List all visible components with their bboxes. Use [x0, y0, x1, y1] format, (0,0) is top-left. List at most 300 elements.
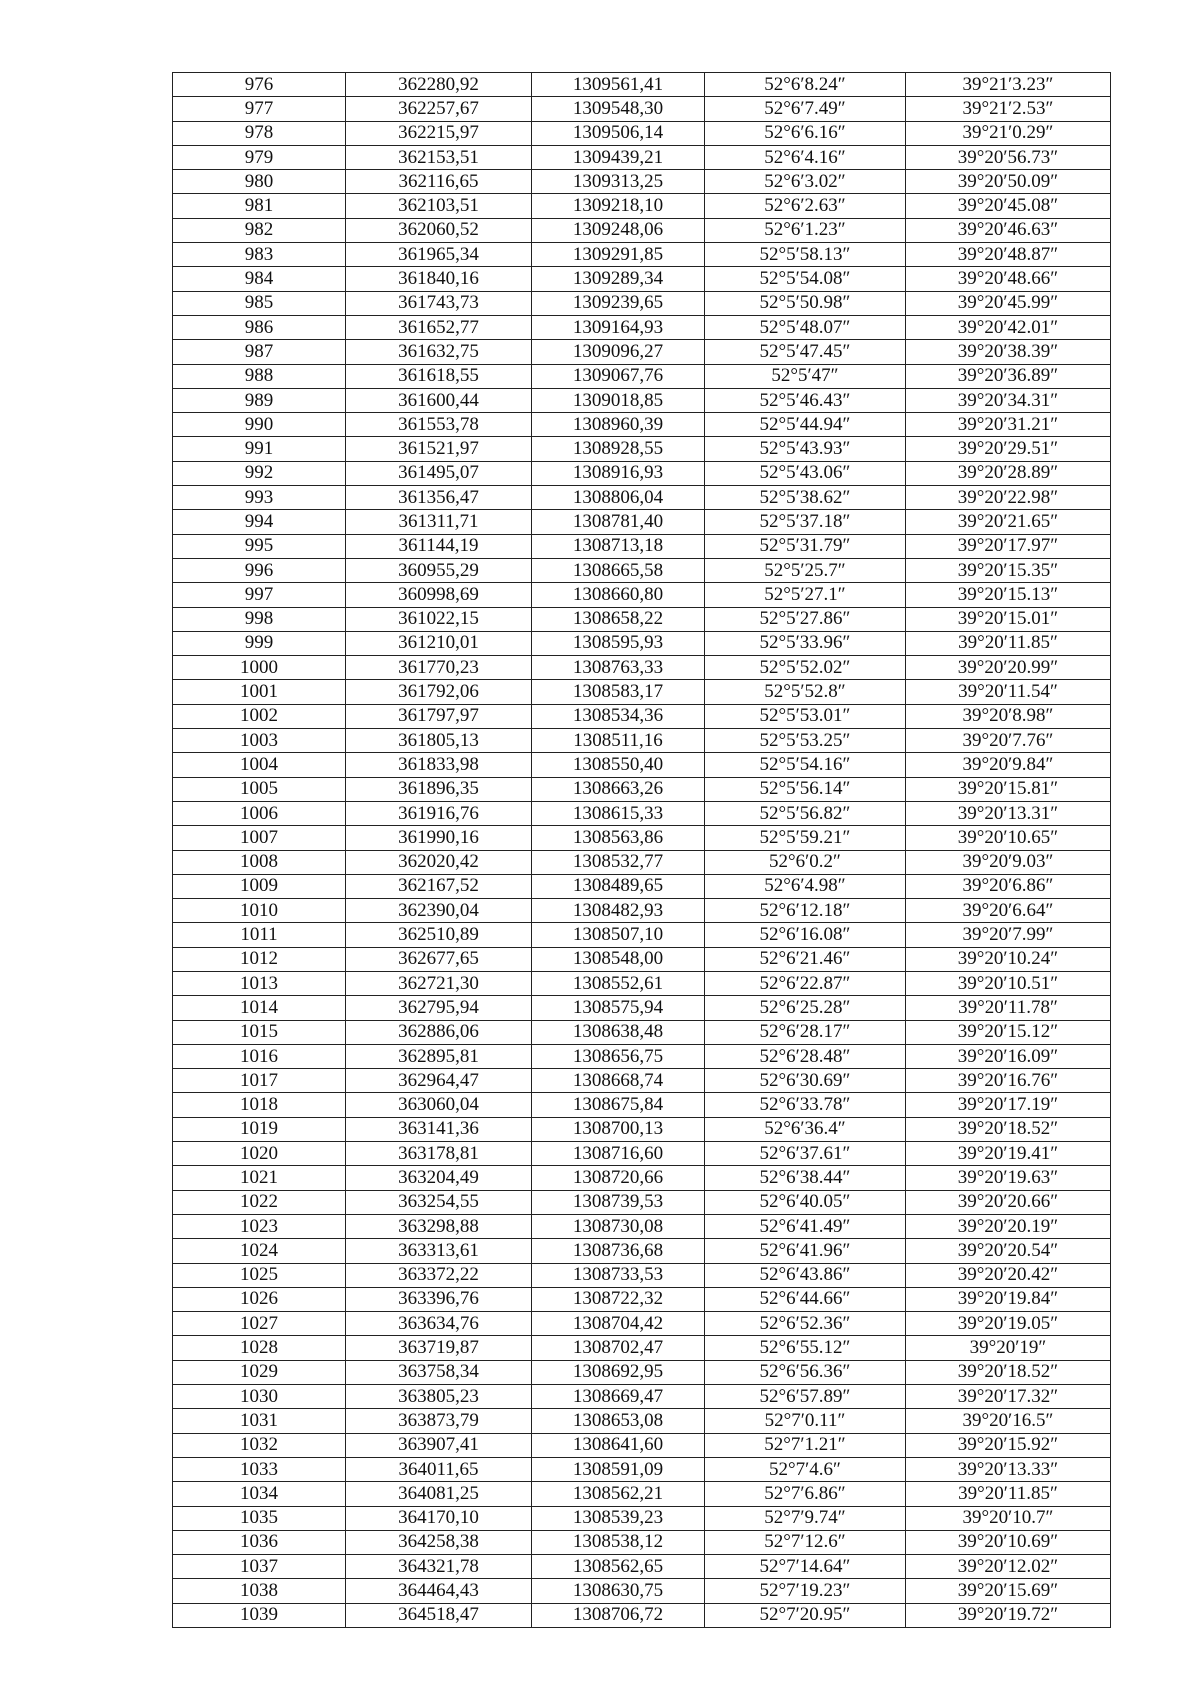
longitude-cell: 39°20′15.35″	[906, 558, 1111, 582]
table-row	[173, 267, 1111, 291]
table-row	[173, 1263, 1111, 1287]
latitude-cell: 52°5′50.98″	[705, 291, 906, 315]
table-row	[173, 753, 1111, 777]
point-number-cell: 1021	[173, 1166, 346, 1190]
table-row	[173, 680, 1111, 704]
point-number-cell: 1039	[173, 1603, 346, 1627]
x-coordinate-cell: 363298,88	[346, 1214, 532, 1238]
latitude-cell: 52°5′56.82″	[705, 801, 906, 825]
y-coordinate-cell: 1308700,13	[532, 1117, 705, 1141]
x-coordinate-cell: 362257,67	[346, 97, 532, 121]
table-row	[173, 558, 1111, 582]
latitude-cell: 52°5′27.1″	[705, 583, 906, 607]
table-row	[173, 1360, 1111, 1384]
longitude-cell: 39°20′19″	[906, 1336, 1111, 1360]
longitude-cell: 39°20′6.86″	[906, 874, 1111, 898]
latitude-cell: 52°5′53.25″	[705, 729, 906, 753]
y-coordinate-cell: 1309218,10	[532, 194, 705, 218]
longitude-cell: 39°20′16.76″	[906, 1069, 1111, 1093]
table-row	[173, 1555, 1111, 1579]
y-coordinate-cell: 1308511,16	[532, 729, 705, 753]
y-coordinate-cell: 1308507,10	[532, 923, 705, 947]
x-coordinate-cell: 362020,42	[346, 850, 532, 874]
x-coordinate-cell: 363141,36	[346, 1117, 532, 1141]
point-number-cell: 1008	[173, 850, 346, 874]
x-coordinate-cell: 364011,65	[346, 1457, 532, 1481]
longitude-cell: 39°20′18.52″	[906, 1360, 1111, 1384]
latitude-cell: 52°6′41.96″	[705, 1239, 906, 1263]
y-coordinate-cell: 1309548,30	[532, 97, 705, 121]
point-number-cell: 981	[173, 194, 346, 218]
point-number-cell: 1013	[173, 971, 346, 995]
point-number-cell: 991	[173, 437, 346, 461]
longitude-cell: 39°20′10.65″	[906, 826, 1111, 850]
y-coordinate-cell: 1308928,55	[532, 437, 705, 461]
x-coordinate-cell: 363719,87	[346, 1336, 532, 1360]
table-row	[173, 1579, 1111, 1603]
longitude-cell: 39°20′28.89″	[906, 461, 1111, 485]
x-coordinate-cell: 361840,16	[346, 267, 532, 291]
y-coordinate-cell: 1308538,12	[532, 1530, 705, 1554]
latitude-cell: 52°7′14.64″	[705, 1555, 906, 1579]
point-number-cell: 1012	[173, 947, 346, 971]
longitude-cell: 39°20′7.99″	[906, 923, 1111, 947]
latitude-cell: 52°6′55.12″	[705, 1336, 906, 1360]
x-coordinate-cell: 362280,92	[346, 73, 532, 97]
x-coordinate-cell: 362886,06	[346, 1020, 532, 1044]
latitude-cell: 52°6′33.78″	[705, 1093, 906, 1117]
y-coordinate-cell: 1309248,06	[532, 218, 705, 242]
latitude-cell: 52°5′47.45″	[705, 340, 906, 364]
latitude-cell: 52°6′21.46″	[705, 947, 906, 971]
y-coordinate-cell: 1308716,60	[532, 1142, 705, 1166]
point-number-cell: 1024	[173, 1239, 346, 1263]
point-number-cell: 1036	[173, 1530, 346, 1554]
x-coordinate-cell: 361770,23	[346, 656, 532, 680]
x-coordinate-cell: 361965,34	[346, 243, 532, 267]
table-row	[173, 1482, 1111, 1506]
latitude-cell: 52°6′7.49″	[705, 97, 906, 121]
table-row	[173, 1409, 1111, 1433]
point-number-cell: 984	[173, 267, 346, 291]
x-coordinate-cell: 362103,51	[346, 194, 532, 218]
x-coordinate-cell: 361797,97	[346, 704, 532, 728]
longitude-cell: 39°20′20.66″	[906, 1190, 1111, 1214]
y-coordinate-cell: 1308713,18	[532, 534, 705, 558]
x-coordinate-cell: 361495,07	[346, 461, 532, 485]
y-coordinate-cell: 1308763,33	[532, 656, 705, 680]
y-coordinate-cell: 1308615,33	[532, 801, 705, 825]
latitude-cell: 52°5′48.07″	[705, 315, 906, 339]
table-row	[173, 1312, 1111, 1336]
longitude-cell: 39°20′19.72″	[906, 1603, 1111, 1627]
latitude-cell: 52°7′6.86″	[705, 1482, 906, 1506]
table-row	[173, 413, 1111, 437]
y-coordinate-cell: 1308916,93	[532, 461, 705, 485]
point-number-cell: 1025	[173, 1263, 346, 1287]
y-coordinate-cell: 1308730,08	[532, 1214, 705, 1238]
latitude-cell: 52°6′41.49″	[705, 1214, 906, 1238]
latitude-cell: 52°6′52.36″	[705, 1312, 906, 1336]
y-coordinate-cell: 1308665,58	[532, 558, 705, 582]
table-row	[173, 1239, 1111, 1263]
latitude-cell: 52°5′54.16″	[705, 753, 906, 777]
point-number-cell: 1015	[173, 1020, 346, 1044]
table-row	[173, 1287, 1111, 1311]
point-number-cell: 1016	[173, 1044, 346, 1068]
x-coordinate-cell: 363907,41	[346, 1433, 532, 1457]
table-row	[173, 1020, 1111, 1044]
latitude-cell: 52°5′44.94″	[705, 413, 906, 437]
x-coordinate-cell: 362795,94	[346, 996, 532, 1020]
table-row	[173, 899, 1111, 923]
x-coordinate-cell: 362677,65	[346, 947, 532, 971]
longitude-cell: 39°20′20.99″	[906, 656, 1111, 680]
y-coordinate-cell: 1309289,34	[532, 267, 705, 291]
x-coordinate-cell: 363204,49	[346, 1166, 532, 1190]
latitude-cell: 52°7′20.95″	[705, 1603, 906, 1627]
table-row	[173, 850, 1111, 874]
y-coordinate-cell: 1308489,65	[532, 874, 705, 898]
y-coordinate-cell: 1308575,94	[532, 996, 705, 1020]
latitude-cell: 52°6′12.18″	[705, 899, 906, 923]
x-coordinate-cell: 360955,29	[346, 558, 532, 582]
longitude-cell: 39°20′15.01″	[906, 607, 1111, 631]
longitude-cell: 39°20′48.87″	[906, 243, 1111, 267]
point-number-cell: 988	[173, 364, 346, 388]
longitude-cell: 39°20′29.51″	[906, 437, 1111, 461]
point-number-cell: 1014	[173, 996, 346, 1020]
latitude-cell: 52°6′4.16″	[705, 145, 906, 169]
x-coordinate-cell: 361833,98	[346, 753, 532, 777]
longitude-cell: 39°20′19.41″	[906, 1142, 1111, 1166]
x-coordinate-cell: 361632,75	[346, 340, 532, 364]
y-coordinate-cell: 1309067,76	[532, 364, 705, 388]
table-row	[173, 1117, 1111, 1141]
y-coordinate-cell: 1308482,93	[532, 899, 705, 923]
latitude-cell: 52°6′44.66″	[705, 1287, 906, 1311]
longitude-cell: 39°20′36.89″	[906, 364, 1111, 388]
table-row	[173, 218, 1111, 242]
point-number-cell: 1030	[173, 1385, 346, 1409]
table-row	[173, 1166, 1111, 1190]
y-coordinate-cell: 1308960,39	[532, 413, 705, 437]
point-number-cell: 1028	[173, 1336, 346, 1360]
point-number-cell: 1038	[173, 1579, 346, 1603]
point-number-cell: 1019	[173, 1117, 346, 1141]
longitude-cell: 39°20′31.21″	[906, 413, 1111, 437]
x-coordinate-cell: 361210,01	[346, 631, 532, 655]
longitude-cell: 39°20′10.69″	[906, 1530, 1111, 1554]
y-coordinate-cell: 1308669,47	[532, 1385, 705, 1409]
latitude-cell: 52°6′28.17″	[705, 1020, 906, 1044]
latitude-cell: 52°6′22.87″	[705, 971, 906, 995]
point-number-cell: 1022	[173, 1190, 346, 1214]
table-row	[173, 340, 1111, 364]
x-coordinate-cell: 364258,38	[346, 1530, 532, 1554]
latitude-cell: 52°6′3.02″	[705, 170, 906, 194]
longitude-cell: 39°20′11.85″	[906, 631, 1111, 655]
point-number-cell: 1010	[173, 899, 346, 923]
y-coordinate-cell: 1308658,22	[532, 607, 705, 631]
x-coordinate-cell: 361896,35	[346, 777, 532, 801]
longitude-cell: 39°20′48.66″	[906, 267, 1111, 291]
x-coordinate-cell: 363634,76	[346, 1312, 532, 1336]
point-number-cell: 1026	[173, 1287, 346, 1311]
table-row	[173, 437, 1111, 461]
x-coordinate-cell: 361521,97	[346, 437, 532, 461]
latitude-cell: 52°5′33.96″	[705, 631, 906, 655]
x-coordinate-cell: 364170,10	[346, 1506, 532, 1530]
y-coordinate-cell: 1308539,23	[532, 1506, 705, 1530]
latitude-cell: 52°6′56.36″	[705, 1360, 906, 1384]
latitude-cell: 52°5′27.86″	[705, 607, 906, 631]
x-coordinate-cell: 361990,16	[346, 826, 532, 850]
longitude-cell: 39°20′15.69″	[906, 1579, 1111, 1603]
table-row	[173, 121, 1111, 145]
x-coordinate-cell: 361805,13	[346, 729, 532, 753]
latitude-cell: 52°5′25.7″	[705, 558, 906, 582]
x-coordinate-cell: 361916,76	[346, 801, 532, 825]
latitude-cell: 52°6′8.24″	[705, 73, 906, 97]
point-number-cell: 979	[173, 145, 346, 169]
longitude-cell: 39°20′13.33″	[906, 1457, 1111, 1481]
latitude-cell: 52°7′4.6″	[705, 1457, 906, 1481]
y-coordinate-cell: 1308739,53	[532, 1190, 705, 1214]
longitude-cell: 39°20′10.24″	[906, 947, 1111, 971]
latitude-cell: 52°6′6.16″	[705, 121, 906, 145]
y-coordinate-cell: 1308736,68	[532, 1239, 705, 1263]
table-row	[173, 656, 1111, 680]
y-coordinate-cell: 1308641,60	[532, 1433, 705, 1457]
longitude-cell: 39°20′21.65″	[906, 510, 1111, 534]
latitude-cell: 52°6′38.44″	[705, 1166, 906, 1190]
x-coordinate-cell: 362153,51	[346, 145, 532, 169]
point-number-cell: 983	[173, 243, 346, 267]
point-number-cell: 1000	[173, 656, 346, 680]
x-coordinate-cell: 363873,79	[346, 1409, 532, 1433]
longitude-cell: 39°20′10.7″	[906, 1506, 1111, 1530]
table-row	[173, 923, 1111, 947]
x-coordinate-cell: 361743,73	[346, 291, 532, 315]
y-coordinate-cell: 1308704,42	[532, 1312, 705, 1336]
x-coordinate-cell: 364081,25	[346, 1482, 532, 1506]
longitude-cell: 39°21′0.29″	[906, 121, 1111, 145]
y-coordinate-cell: 1309018,85	[532, 388, 705, 412]
longitude-cell: 39°20′50.09″	[906, 170, 1111, 194]
point-number-cell: 993	[173, 486, 346, 510]
x-coordinate-cell: 362721,30	[346, 971, 532, 995]
longitude-cell: 39°20′11.78″	[906, 996, 1111, 1020]
latitude-cell: 52°7′0.11″	[705, 1409, 906, 1433]
y-coordinate-cell: 1309164,93	[532, 315, 705, 339]
y-coordinate-cell: 1308653,08	[532, 1409, 705, 1433]
y-coordinate-cell: 1308720,66	[532, 1166, 705, 1190]
y-coordinate-cell: 1309439,21	[532, 145, 705, 169]
point-number-cell: 998	[173, 607, 346, 631]
table-row	[173, 486, 1111, 510]
point-number-cell: 1005	[173, 777, 346, 801]
table-row	[173, 1044, 1111, 1068]
table-row	[173, 315, 1111, 339]
y-coordinate-cell: 1309239,65	[532, 291, 705, 315]
latitude-cell: 52°6′37.61″	[705, 1142, 906, 1166]
longitude-cell: 39°20′19.84″	[906, 1287, 1111, 1311]
point-number-cell: 994	[173, 510, 346, 534]
x-coordinate-cell: 361356,47	[346, 486, 532, 510]
y-coordinate-cell: 1309313,25	[532, 170, 705, 194]
x-coordinate-cell: 363396,76	[346, 1287, 532, 1311]
point-number-cell: 1011	[173, 923, 346, 947]
longitude-cell: 39°20′13.31″	[906, 801, 1111, 825]
latitude-cell: 52°6′25.28″	[705, 996, 906, 1020]
point-number-cell: 1002	[173, 704, 346, 728]
y-coordinate-cell: 1308532,77	[532, 850, 705, 874]
point-number-cell: 1032	[173, 1433, 346, 1457]
longitude-cell: 39°20′18.52″	[906, 1117, 1111, 1141]
longitude-cell: 39°20′11.85″	[906, 1482, 1111, 1506]
y-coordinate-cell: 1308563,86	[532, 826, 705, 850]
table-row	[173, 1190, 1111, 1214]
y-coordinate-cell: 1308595,93	[532, 631, 705, 655]
table-row	[173, 583, 1111, 607]
y-coordinate-cell: 1309506,14	[532, 121, 705, 145]
x-coordinate-cell: 364518,47	[346, 1603, 532, 1627]
latitude-cell: 52°6′0.2″	[705, 850, 906, 874]
table-row	[173, 1433, 1111, 1457]
point-number-cell: 1035	[173, 1506, 346, 1530]
x-coordinate-cell: 362390,04	[346, 899, 532, 923]
y-coordinate-cell: 1308552,61	[532, 971, 705, 995]
latitude-cell: 52°5′31.79″	[705, 534, 906, 558]
longitude-cell: 39°20′7.76″	[906, 729, 1111, 753]
latitude-cell: 52°5′43.06″	[705, 461, 906, 485]
longitude-cell: 39°20′34.31″	[906, 388, 1111, 412]
y-coordinate-cell: 1308706,72	[532, 1603, 705, 1627]
point-number-cell: 1001	[173, 680, 346, 704]
point-number-cell: 1006	[173, 801, 346, 825]
point-number-cell: 1018	[173, 1093, 346, 1117]
longitude-cell: 39°20′9.03″	[906, 850, 1111, 874]
longitude-cell: 39°20′56.73″	[906, 145, 1111, 169]
longitude-cell: 39°20′20.42″	[906, 1263, 1111, 1287]
table-row	[173, 996, 1111, 1020]
table-row	[173, 243, 1111, 267]
point-number-cell: 976	[173, 73, 346, 97]
x-coordinate-cell: 363805,23	[346, 1385, 532, 1409]
latitude-cell: 52°5′52.02″	[705, 656, 906, 680]
y-coordinate-cell: 1308656,75	[532, 1044, 705, 1068]
point-number-cell: 999	[173, 631, 346, 655]
x-coordinate-cell: 361792,06	[346, 680, 532, 704]
latitude-cell: 52°7′9.74″	[705, 1506, 906, 1530]
y-coordinate-cell: 1308806,04	[532, 486, 705, 510]
table-row	[173, 1603, 1111, 1627]
x-coordinate-cell: 363178,81	[346, 1142, 532, 1166]
longitude-cell: 39°20′42.01″	[906, 315, 1111, 339]
y-coordinate-cell: 1308722,32	[532, 1287, 705, 1311]
latitude-cell: 52°5′54.08″	[705, 267, 906, 291]
x-coordinate-cell: 363372,22	[346, 1263, 532, 1287]
table-row	[173, 194, 1111, 218]
latitude-cell: 52°5′43.93″	[705, 437, 906, 461]
x-coordinate-cell: 363254,55	[346, 1190, 532, 1214]
x-coordinate-cell: 362116,65	[346, 170, 532, 194]
table-row	[173, 1336, 1111, 1360]
longitude-cell: 39°20′45.08″	[906, 194, 1111, 218]
point-number-cell: 997	[173, 583, 346, 607]
table-row	[173, 510, 1111, 534]
longitude-cell: 39°20′15.92″	[906, 1433, 1111, 1457]
x-coordinate-cell: 362510,89	[346, 923, 532, 947]
latitude-cell: 52°6′2.63″	[705, 194, 906, 218]
x-coordinate-cell: 361144,19	[346, 534, 532, 558]
point-number-cell: 990	[173, 413, 346, 437]
point-number-cell: 1007	[173, 826, 346, 850]
longitude-cell: 39°20′16.5″	[906, 1409, 1111, 1433]
latitude-cell: 52°5′46.43″	[705, 388, 906, 412]
longitude-cell: 39°20′19.05″	[906, 1312, 1111, 1336]
point-number-cell: 1023	[173, 1214, 346, 1238]
y-coordinate-cell: 1308668,74	[532, 1069, 705, 1093]
table-row	[173, 947, 1111, 971]
x-coordinate-cell: 361652,77	[346, 315, 532, 339]
y-coordinate-cell: 1308534,36	[532, 704, 705, 728]
coordinates-table	[172, 72, 1111, 1628]
table-row	[173, 1530, 1111, 1554]
y-coordinate-cell: 1308591,09	[532, 1457, 705, 1481]
longitude-cell: 39°20′46.63″	[906, 218, 1111, 242]
table-row	[173, 874, 1111, 898]
latitude-cell: 52°6′57.89″	[705, 1385, 906, 1409]
y-coordinate-cell: 1309096,27	[532, 340, 705, 364]
point-number-cell: 982	[173, 218, 346, 242]
x-coordinate-cell: 364321,78	[346, 1555, 532, 1579]
longitude-cell: 39°20′10.51″	[906, 971, 1111, 995]
point-number-cell: 978	[173, 121, 346, 145]
point-number-cell: 1017	[173, 1069, 346, 1093]
latitude-cell: 52°5′59.21″	[705, 826, 906, 850]
table-row	[173, 291, 1111, 315]
point-number-cell: 995	[173, 534, 346, 558]
point-number-cell: 1004	[173, 753, 346, 777]
longitude-cell: 39°20′38.39″	[906, 340, 1111, 364]
latitude-cell: 52°6′16.08″	[705, 923, 906, 947]
table-row	[173, 704, 1111, 728]
point-number-cell: 986	[173, 315, 346, 339]
y-coordinate-cell: 1308663,26	[532, 777, 705, 801]
longitude-cell: 39°20′6.64″	[906, 899, 1111, 923]
table-row	[173, 1214, 1111, 1238]
longitude-cell: 39°20′12.02″	[906, 1555, 1111, 1579]
y-coordinate-cell: 1308692,95	[532, 1360, 705, 1384]
point-number-cell: 985	[173, 291, 346, 315]
longitude-cell: 39°20′20.54″	[906, 1239, 1111, 1263]
latitude-cell: 52°7′1.21″	[705, 1433, 906, 1457]
coordinates-table-body	[173, 73, 1111, 1628]
x-coordinate-cell: 363758,34	[346, 1360, 532, 1384]
table-row	[173, 826, 1111, 850]
latitude-cell: 52°6′28.48″	[705, 1044, 906, 1068]
table-row	[173, 729, 1111, 753]
y-coordinate-cell: 1309291,85	[532, 243, 705, 267]
latitude-cell: 52°6′30.69″	[705, 1069, 906, 1093]
table-row	[173, 777, 1111, 801]
latitude-cell: 52°7′19.23″	[705, 1579, 906, 1603]
longitude-cell: 39°20′22.98″	[906, 486, 1111, 510]
point-number-cell: 1037	[173, 1555, 346, 1579]
longitude-cell: 39°20′9.84″	[906, 753, 1111, 777]
